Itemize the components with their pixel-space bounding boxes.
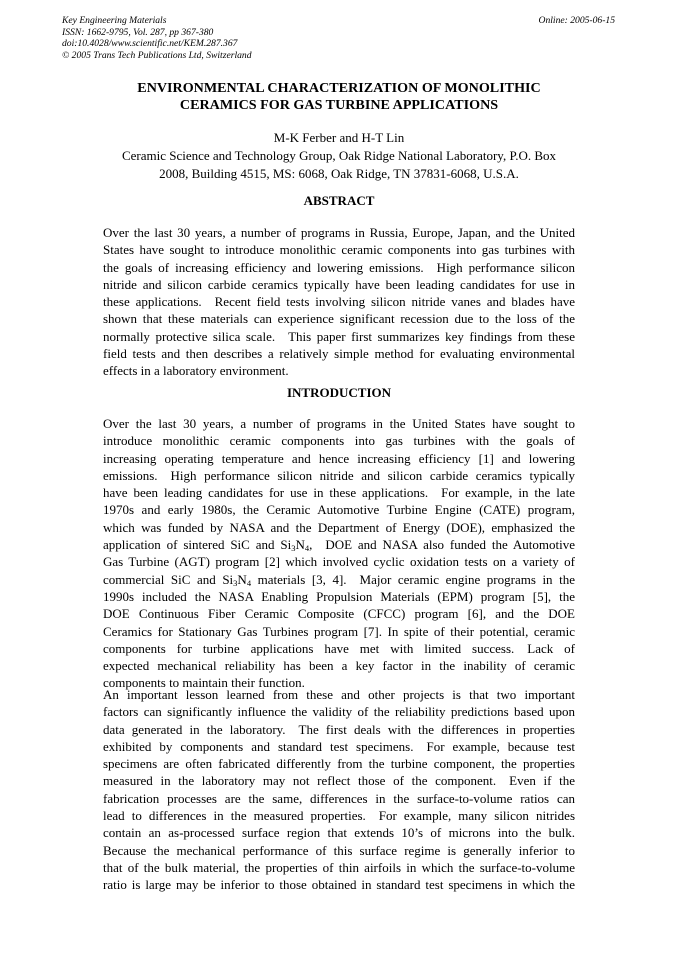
journal-doi: doi:10.4028/www.scientific.net/KEM.287.367 xyxy=(62,38,238,49)
text-line: DOE Continuous Fiber Ceramic Composite (CFCC) program [6], and the DOE xyxy=(103,606,575,622)
text-line: data generated in the laboratory. The first deals with the differences in properties xyxy=(103,721,575,737)
text-line: lead to differences in the measured properties. For example, many silicon nitrides xyxy=(103,808,575,824)
text-line: Because the mechanical performance of this surface regime is generally inferior to xyxy=(103,842,575,858)
introduction-heading: INTRODUCTION xyxy=(286,385,391,400)
affiliation-line: Ceramic Science and Technology Group, Oak Ridge National Laboratory, P.O. Box xyxy=(121,148,557,163)
authors: M-K Ferber and H-T Lin xyxy=(273,130,405,145)
title-line: ENVIRONMENTAL CHARACTERIZATION OF MONOLITHIC xyxy=(137,80,541,96)
journal-copyright: © 2005 Trans Tech Publications Ltd, Switzerland xyxy=(62,49,252,61)
text-line: normally protective silica scale. This paper first summarizes key findings from these xyxy=(103,328,575,344)
journal-issn: ISSN: 1662-9795, Vol. 287, pp 367-380 xyxy=(62,26,214,38)
text-line: components for turbine applications have met with limited success. Lack of xyxy=(103,640,575,656)
text-line: fabrication processes are the same, differences in the surface-to-volume ratios can xyxy=(103,790,575,806)
text-line: that of the bulk material, the properties of thin airfoils in which the surface-to-volume xyxy=(103,859,575,875)
text-line: shown that these materials can experience significant recession due to the loss of the xyxy=(103,311,575,327)
title-line: CERAMICS FOR GAS TURBINE APPLICATIONS xyxy=(179,97,499,113)
affiliation-line: 2008, Building 4515, MS: 6068, Oak Ridge, TN 37831-6068, U.S.A. xyxy=(159,166,519,181)
text-line: factors can significantly influence the validity of the reliability predictions based upon xyxy=(103,704,575,720)
text-line: An important lesson learned from these and other projects is that two important xyxy=(103,687,575,702)
introduction-paragraph-2 xyxy=(103,686,575,894)
text-line: these applications. Recent field tests involving silicon nitride vanes and blades have xyxy=(103,294,575,310)
text-line: effects in a laboratory environment. xyxy=(103,363,289,379)
abstract-heading: ABSTRACT xyxy=(303,193,375,208)
author-block xyxy=(80,129,598,183)
text-line: ratio is large may be inferior to those obtained in standard test specimens in which the xyxy=(103,877,575,893)
text-line: increasing operating temperature and hence increasing efficiency [1] and lowering xyxy=(103,450,575,466)
text-line: specimens are often fabricated differently from the turbine component, the properties xyxy=(103,756,575,772)
text-line: Ceramics for Stationary Gas Turbines program [7]. In spite of their potential, ceramic xyxy=(103,623,575,639)
text-line: have been leading candidates for use in these applications. For example, in the late xyxy=(103,485,575,501)
abstract-paragraph xyxy=(103,224,575,380)
text-line: emissions. High performance silicon nitride and silicon carbide ceramics typically xyxy=(103,467,575,483)
paper-title xyxy=(90,80,588,114)
text-line: the goals of increasing efficiency and lowering emissions. High performance silicon xyxy=(103,259,575,275)
text-line: contain an as-processed surface region that extends 10’s of microns into the bulk. xyxy=(103,825,575,841)
text-line: Over the last 30 years, a number of programs in the United States have sought to xyxy=(103,416,575,431)
online-date: Online: 2005-06-15 xyxy=(538,15,615,26)
journal-name: Key Engineering Materials xyxy=(62,15,167,26)
text-line: nitride and silicon carbide ceramics typically have been leading candidates for use in xyxy=(103,276,575,292)
journal-header xyxy=(62,15,252,61)
text-line: exhibited by components and standard test specimens. For example, because test xyxy=(103,738,575,754)
text-line: States have sought to introduce monolithic ceramic components into gas turbines with xyxy=(103,242,575,258)
text-line: which was funded by NASA and the Department of Energy (DOE), emphasized the xyxy=(103,519,575,535)
text-line: introduce monolithic ceramic components into gas turbines with the goals of xyxy=(103,433,575,449)
text-line: field tests and then describes a relatively simple method for evaluating environmental xyxy=(103,346,575,362)
text-line: Over the last 30 years, a number of programs in Russia, Europe, Japan, and the United xyxy=(103,225,575,240)
text-line: commercial SiC and $Si_3N_4$ materials [3, 4]. Major ceramic engine programs in the xyxy=(103,571,576,588)
text-line: 1970s and early 1980s, the Ceramic Automotive Turbine Engine (CATE) program, xyxy=(103,502,575,518)
introduction-paragraph-1 xyxy=(103,415,575,692)
text-line: 1990s included the NASA Enabling Propulsion Materials (EPM) program [5], the xyxy=(103,588,575,604)
text-line: Gas Turbine (AGT) program [2] which involved cyclic oxidation tests on a variety of xyxy=(103,554,575,570)
text-line: measured in the laboratory may not reflect those of the component. Even if the xyxy=(103,773,575,789)
text-line: application of sintered SiC and $Si_3N_4$, DOE and NASA also funded the Automotive xyxy=(103,537,575,554)
text-line: components to maintain their function. xyxy=(103,675,305,691)
text-line: expected mechanical reliability has been a key factor in the inability of ceramic xyxy=(103,658,575,674)
